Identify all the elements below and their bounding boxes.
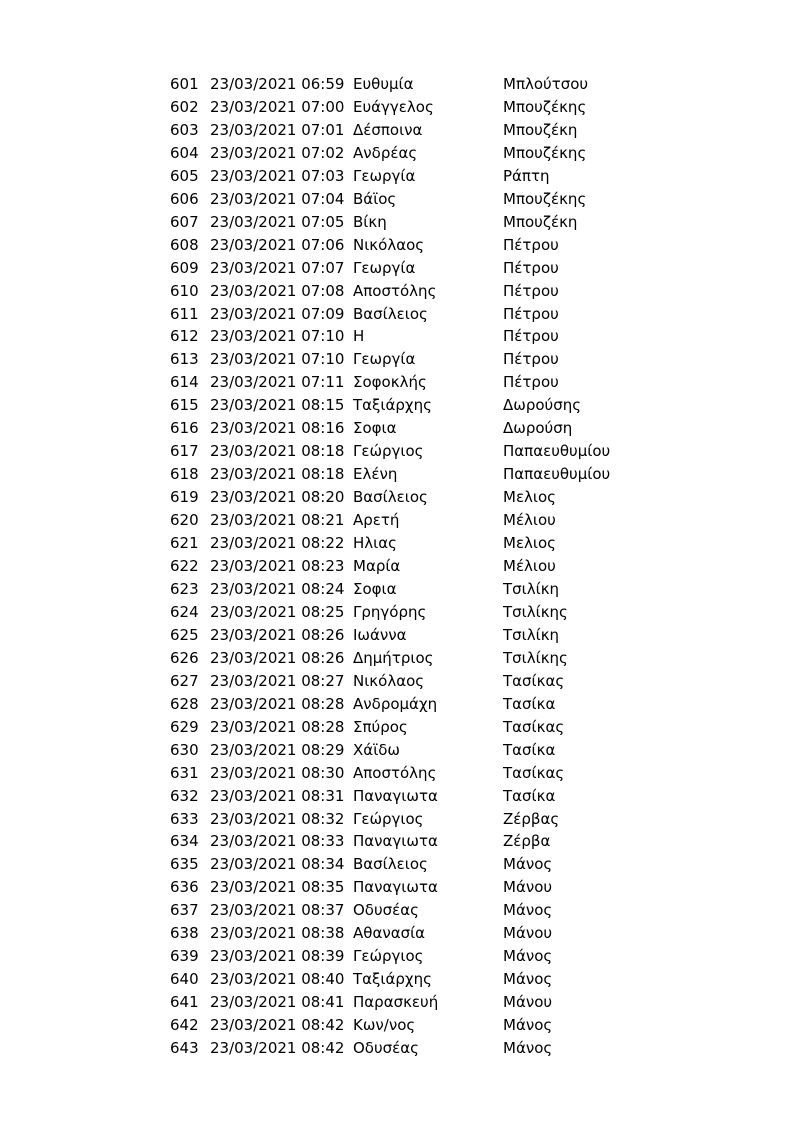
first-name-cell: Σοφοκλής xyxy=(353,373,427,392)
datetime-cell: 23/03/2021 08:39 xyxy=(210,947,345,966)
row-number-cell: 638 xyxy=(170,924,199,943)
table-row xyxy=(170,899,643,922)
table-row xyxy=(170,234,643,257)
datetime-cell: 23/03/2021 08:42 xyxy=(210,1039,345,1058)
last-name-cell: Μπουζέκης xyxy=(503,97,587,116)
table-row xyxy=(170,670,643,693)
row-number-cell: 619 xyxy=(170,488,199,507)
table-row xyxy=(170,119,643,142)
last-name-cell: Μπουζέκης xyxy=(503,143,587,162)
table-row xyxy=(170,945,643,968)
datetime-cell: 23/03/2021 08:27 xyxy=(210,671,345,690)
datetime-cell: 23/03/2021 08:38 xyxy=(210,924,345,943)
row-number-cell: 639 xyxy=(170,947,199,966)
table-row xyxy=(170,463,643,486)
first-name-cell: Ανδρέας xyxy=(353,143,418,162)
datetime-cell: 23/03/2021 07:00 xyxy=(210,97,345,116)
first-name-cell: Κων/νος xyxy=(353,1016,416,1035)
last-name-cell: Μπουζέκης xyxy=(503,189,587,208)
row-number-cell: 634 xyxy=(170,832,199,851)
first-name-cell: Ανδρομάχη xyxy=(353,694,438,713)
row-number-cell: 629 xyxy=(170,717,199,736)
first-name-cell: Γεωργία xyxy=(353,258,416,277)
table-row xyxy=(170,785,643,808)
last-name-cell: Μάνος xyxy=(503,1039,553,1058)
datetime-cell: 23/03/2021 07:10 xyxy=(210,327,345,346)
table-row xyxy=(170,371,643,394)
table-row xyxy=(170,394,643,417)
row-number-cell: 610 xyxy=(170,281,199,300)
first-name-cell: Γεώργιος xyxy=(353,947,424,966)
first-name-cell: Αθανασία xyxy=(353,924,426,943)
last-name-cell: Μέλιου xyxy=(503,557,556,576)
datetime-cell: 23/03/2021 08:31 xyxy=(210,786,345,805)
first-name-cell: Βασίλειος xyxy=(353,488,428,507)
datetime-cell: 23/03/2021 07:10 xyxy=(210,350,345,369)
table-row xyxy=(170,578,643,601)
row-number-cell: 636 xyxy=(170,878,199,897)
datetime-cell: 23/03/2021 07:04 xyxy=(210,189,345,208)
first-name-cell: Νικόλαος xyxy=(353,671,425,690)
row-number-cell: 618 xyxy=(170,465,199,484)
datetime-cell: 23/03/2021 08:41 xyxy=(210,993,345,1012)
datetime-cell: 23/03/2021 07:03 xyxy=(210,166,345,185)
last-name-cell: Τσιλίκης xyxy=(503,602,568,621)
last-name-cell: Παπαευθυμίου xyxy=(503,442,611,461)
first-name-cell: Γεώργιος xyxy=(353,442,424,461)
row-number-cell: 607 xyxy=(170,212,199,231)
last-name-cell: Ράπτη xyxy=(503,166,550,185)
datetime-cell: 23/03/2021 08:20 xyxy=(210,488,345,507)
first-name-cell: Νικόλαος xyxy=(353,235,425,254)
last-name-cell: Πέτρου xyxy=(503,304,559,323)
row-number-cell: 641 xyxy=(170,993,199,1012)
table-row xyxy=(170,486,643,509)
first-name-cell: Ευθυμία xyxy=(353,75,414,93)
row-number-cell: 602 xyxy=(170,97,199,116)
first-name-cell: Οδυσέας xyxy=(353,901,419,920)
row-number-cell: 603 xyxy=(170,120,199,139)
last-name-cell: Μάνος xyxy=(503,947,553,966)
row-number-cell: 611 xyxy=(170,304,199,323)
last-name-cell: Τασίκας xyxy=(503,763,565,782)
records-table xyxy=(170,73,643,1060)
row-number-cell: 622 xyxy=(170,557,199,576)
table-row xyxy=(170,1014,643,1037)
last-name-cell: Μπλούτσου xyxy=(503,75,589,93)
table-row xyxy=(170,693,643,716)
first-name-cell: Οδυσέας xyxy=(353,1039,419,1058)
table-row xyxy=(170,624,643,647)
row-number-cell: 601 xyxy=(170,75,199,93)
last-name-cell: Πέτρου xyxy=(503,235,559,254)
table-row xyxy=(170,922,643,945)
last-name-cell: Μάνος xyxy=(503,855,553,874)
first-name-cell: Σοφια xyxy=(353,419,397,438)
datetime-cell: 23/03/2021 07:07 xyxy=(210,258,345,277)
table-row xyxy=(170,968,643,991)
first-name-cell: Γεωργία xyxy=(353,166,416,185)
row-number-cell: 605 xyxy=(170,166,199,185)
first-name-cell: Παναγιωτα xyxy=(353,878,438,897)
first-name-cell: Αρετή xyxy=(353,511,400,530)
last-name-cell: Μάνος xyxy=(503,1016,553,1035)
row-number-cell: 613 xyxy=(170,350,199,369)
last-name-cell: Πέτρου xyxy=(503,327,559,346)
datetime-cell: 23/03/2021 08:37 xyxy=(210,901,345,920)
last-name-cell: Τσιλίκης xyxy=(503,648,568,667)
row-number-cell: 616 xyxy=(170,419,199,438)
first-name-cell: Δέσποινα xyxy=(353,120,423,139)
datetime-cell: 23/03/2021 08:32 xyxy=(210,809,345,828)
row-number-cell: 623 xyxy=(170,579,199,598)
first-name-cell: Βασίλειος xyxy=(353,304,428,323)
last-name-cell: Μάνου xyxy=(503,878,553,897)
table-row xyxy=(170,647,643,670)
last-name-cell: Τασίκα xyxy=(503,694,556,713)
first-name-cell: Αποστόλης xyxy=(353,281,437,300)
last-name-cell: Τσιλίκη xyxy=(503,579,560,598)
datetime-cell: 23/03/2021 08:34 xyxy=(210,855,345,874)
table-row xyxy=(170,348,643,371)
datetime-cell: 23/03/2021 08:23 xyxy=(210,557,345,576)
table-row xyxy=(170,716,643,739)
row-number-cell: 621 xyxy=(170,534,199,553)
table-row xyxy=(170,555,643,578)
datetime-cell: 23/03/2021 08:18 xyxy=(210,465,345,484)
datetime-cell: 23/03/2021 08:40 xyxy=(210,970,345,989)
row-number-cell: 612 xyxy=(170,327,199,346)
row-number-cell: 635 xyxy=(170,855,199,874)
table-row xyxy=(170,440,643,463)
first-name-cell: Γεωργία xyxy=(353,350,416,369)
first-name-cell: Ηλιας xyxy=(353,534,397,553)
datetime-cell: 23/03/2021 07:08 xyxy=(210,281,345,300)
row-number-cell: 625 xyxy=(170,625,199,644)
datetime-cell: 23/03/2021 07:01 xyxy=(210,120,345,139)
datetime-cell: 23/03/2021 07:02 xyxy=(210,143,345,162)
datetime-cell: 23/03/2021 08:26 xyxy=(210,648,345,667)
datetime-cell: 23/03/2021 08:28 xyxy=(210,717,345,736)
table-row xyxy=(170,165,643,188)
row-number-cell: 628 xyxy=(170,694,199,713)
row-number-cell: 640 xyxy=(170,970,199,989)
row-number-cell: 606 xyxy=(170,189,199,208)
table-row xyxy=(170,532,643,555)
last-name-cell: Μάνος xyxy=(503,901,553,920)
table-row xyxy=(170,601,643,624)
first-name-cell: Ευάγγελος xyxy=(353,97,434,116)
row-number-cell: 632 xyxy=(170,786,199,805)
datetime-cell: 23/03/2021 07:11 xyxy=(210,373,345,392)
first-name-cell: Ταξιάρχης xyxy=(353,970,432,989)
row-number-cell: 620 xyxy=(170,511,199,530)
table-row xyxy=(170,509,643,532)
datetime-cell: 23/03/2021 08:22 xyxy=(210,534,345,553)
datetime-cell: 23/03/2021 08:24 xyxy=(210,579,345,598)
table-row xyxy=(170,991,643,1014)
datetime-cell: 23/03/2021 08:35 xyxy=(210,878,345,897)
datetime-cell: 23/03/2021 08:30 xyxy=(210,763,345,782)
records-table-body xyxy=(170,73,643,1060)
last-name-cell: Μάνου xyxy=(503,993,553,1012)
table-row xyxy=(170,280,643,303)
table-row xyxy=(170,739,643,762)
table-row xyxy=(170,853,643,876)
datetime-cell: 23/03/2021 07:05 xyxy=(210,212,345,231)
last-name-cell: Μπουζέκη xyxy=(503,212,578,231)
first-name-cell: Γεώργιος xyxy=(353,809,424,828)
first-name-cell: Παρασκευή xyxy=(353,993,439,1012)
first-name-cell: Βίκη xyxy=(353,212,387,231)
datetime-cell: 23/03/2021 08:28 xyxy=(210,694,345,713)
datetime-cell: 23/03/2021 06:59 xyxy=(210,75,345,93)
first-name-cell: Παναγιωτα xyxy=(353,786,438,805)
first-name-cell: Ιωάννα xyxy=(353,625,407,644)
table-row xyxy=(170,808,643,831)
last-name-cell: Τασίκας xyxy=(503,671,565,690)
row-number-cell: 617 xyxy=(170,442,199,461)
row-number-cell: 624 xyxy=(170,602,199,621)
row-number-cell: 627 xyxy=(170,671,199,690)
first-name-cell: Σοφια xyxy=(353,579,397,598)
last-name-cell: Μάνου xyxy=(503,924,553,943)
datetime-cell: 23/03/2021 08:29 xyxy=(210,740,345,759)
row-number-cell: 614 xyxy=(170,373,199,392)
datetime-cell: 23/03/2021 08:18 xyxy=(210,442,345,461)
table-row xyxy=(170,188,643,211)
first-name-cell: Αποστόλης xyxy=(353,763,437,782)
row-number-cell: 633 xyxy=(170,809,199,828)
first-name-cell: Ταξιάρχης xyxy=(353,396,432,415)
table-row xyxy=(170,73,643,96)
row-number-cell: 608 xyxy=(170,235,199,254)
last-name-cell: Τσιλίκη xyxy=(503,625,560,644)
datetime-cell: 23/03/2021 08:42 xyxy=(210,1016,345,1035)
table-row xyxy=(170,303,643,326)
row-number-cell: 604 xyxy=(170,143,199,162)
row-number-cell: 643 xyxy=(170,1039,199,1058)
last-name-cell: Μέλιου xyxy=(503,511,556,530)
table-row xyxy=(170,876,643,899)
last-name-cell: Δωρούση xyxy=(503,419,573,438)
last-name-cell: Ζέρβας xyxy=(503,809,560,828)
row-number-cell: 615 xyxy=(170,396,199,415)
first-name-cell: Ελένη xyxy=(353,465,398,484)
table-row xyxy=(170,257,643,280)
datetime-cell: 23/03/2021 08:25 xyxy=(210,602,345,621)
table-row xyxy=(170,830,643,853)
datetime-cell: 23/03/2021 08:21 xyxy=(210,511,345,530)
table-row xyxy=(170,142,643,165)
last-name-cell: Πέτρου xyxy=(503,350,559,369)
first-name-cell: Παναγιωτα xyxy=(353,832,438,851)
first-name-cell: Μαρία xyxy=(353,557,401,576)
last-name-cell: Πέτρου xyxy=(503,281,559,300)
last-name-cell: Τασίκα xyxy=(503,786,556,805)
last-name-cell: Τασίκας xyxy=(503,717,565,736)
last-name-cell: Ζέρβα xyxy=(503,832,551,851)
row-number-cell: 609 xyxy=(170,258,199,277)
row-number-cell: 631 xyxy=(170,763,199,782)
datetime-cell: 23/03/2021 08:33 xyxy=(210,832,345,851)
row-number-cell: 626 xyxy=(170,648,199,667)
datetime-cell: 23/03/2021 08:15 xyxy=(210,396,345,415)
last-name-cell: Μελιος xyxy=(503,534,556,553)
table-row xyxy=(170,96,643,119)
table-row xyxy=(170,762,643,785)
datetime-cell: 23/03/2021 07:09 xyxy=(210,304,345,323)
first-name-cell: Δημήτριος xyxy=(353,648,434,667)
last-name-cell: Μπουζέκη xyxy=(503,120,578,139)
last-name-cell: Πέτρου xyxy=(503,373,559,392)
table-row xyxy=(170,417,643,440)
last-name-cell: Παπαευθυμίου xyxy=(503,465,611,484)
last-name-cell: Μελιος xyxy=(503,488,556,507)
table-row xyxy=(170,1037,643,1060)
datetime-cell: 23/03/2021 08:26 xyxy=(210,625,345,644)
first-name-cell: Η xyxy=(353,327,365,346)
table-row xyxy=(170,211,643,234)
first-name-cell: Γρηγόρης xyxy=(353,602,427,621)
first-name-cell: Χάϊδω xyxy=(353,740,400,759)
row-number-cell: 642 xyxy=(170,1016,199,1035)
table-row xyxy=(170,325,643,348)
row-number-cell: 637 xyxy=(170,901,199,920)
last-name-cell: Μάνος xyxy=(503,970,553,989)
row-number-cell: 630 xyxy=(170,740,199,759)
last-name-cell: Δωρούσης xyxy=(503,396,582,415)
last-name-cell: Τασίκα xyxy=(503,740,556,759)
last-name-cell: Πέτρου xyxy=(503,258,559,277)
datetime-cell: 23/03/2021 07:06 xyxy=(210,235,345,254)
first-name-cell: Βασίλειος xyxy=(353,855,428,874)
first-name-cell: Σπύρος xyxy=(353,717,408,736)
datetime-cell: 23/03/2021 08:16 xyxy=(210,419,345,438)
first-name-cell: Βάϊος xyxy=(353,189,397,208)
